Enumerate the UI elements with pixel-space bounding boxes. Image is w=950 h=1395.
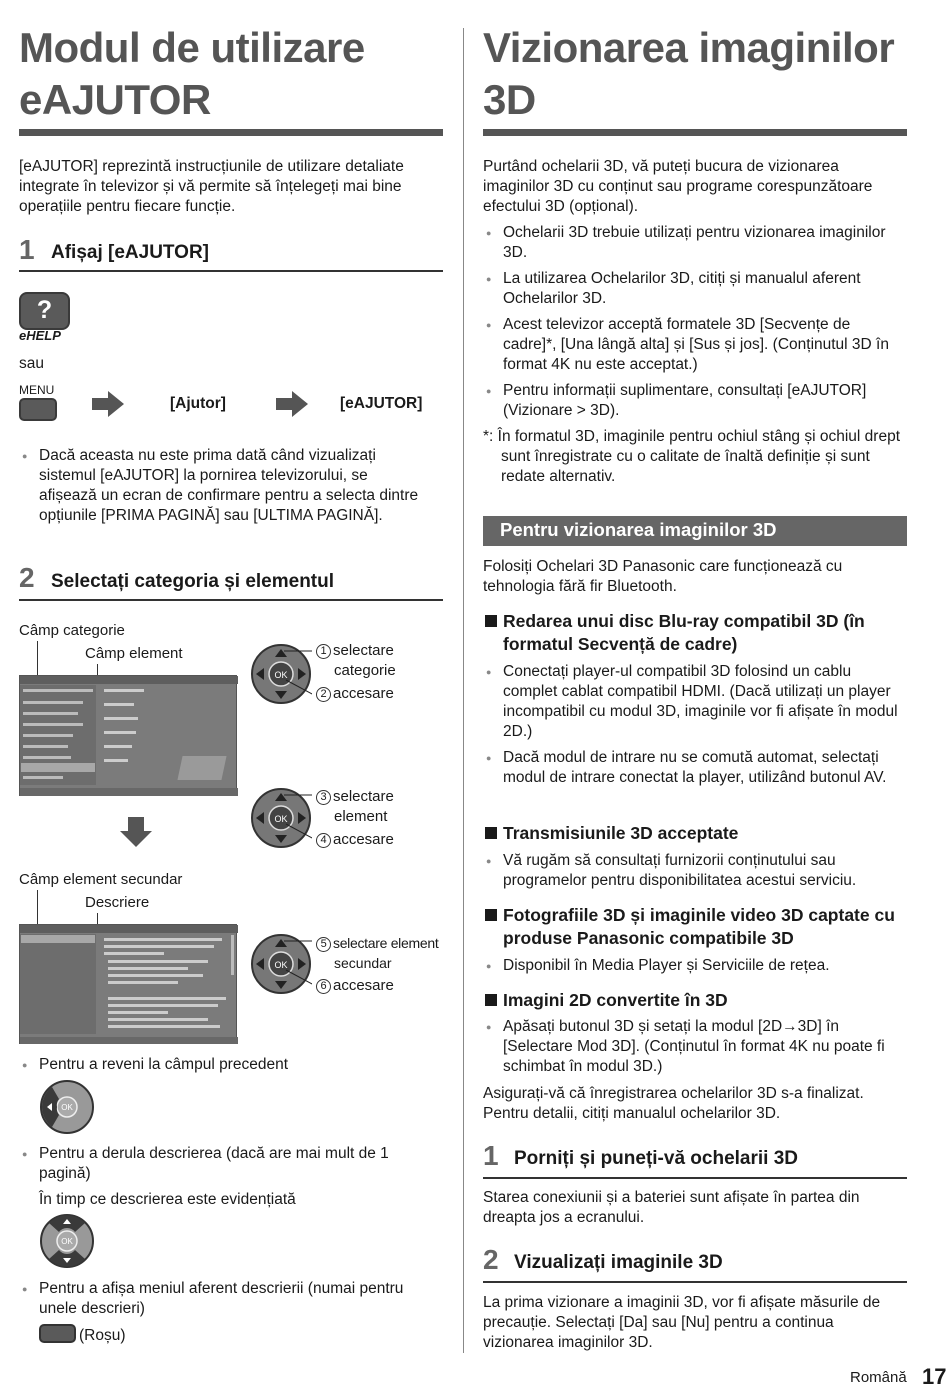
dpad3-caption-select: [316, 933, 438, 953]
footnote: *: În formatul 3D, imaginile pentru ochiul stâng și ochiul drept sunt înregistrate cu o calitate de înaltă definiție și sunt redate alternativ.: [483, 428, 900, 485]
right-step1-text: Starea conexiunii și a bateriei sunt afișate în partea din dreapta jos a ecranului.: [483, 1189, 860, 1226]
step1-rule: [19, 270, 443, 272]
broadcasts-bullet: ● Vă rugăm să consultați furnizorii conținutului sau programelor pentru disponibilitatea acestui serviciu.: [483, 851, 903, 891]
bluray-bullet: ● Conectați player-ul compatibil 3D folosind un cablu complet cablat compatibil HDMI. (Dacă utilizați un player incompatibil cu modul 3D, imaginile vor fi afișate în modul 2D.): [483, 662, 903, 742]
label-description: Descriere: [85, 894, 150, 911]
step2-rule: [19, 599, 443, 601]
right-bullet: ● Ochelarii 3D trebuie utilizați pentru vizionarea imaginilor 3D.: [483, 223, 893, 263]
right-bullet: ● Pentru informații suplimentare, consultați [eAJUTOR] (Vizionare > 3D).: [483, 381, 903, 421]
num-3: 3: [316, 790, 331, 805]
red-label: (Roșu): [79, 1327, 126, 1344]
svg-text:OK: OK: [274, 670, 288, 680]
banner-text: Folosiți Ochelari 3D Panasonic care funcționează cu tehnologia fără fir Bluetooth.: [483, 558, 843, 595]
right-bullet: ● La utilizarea Ochelarilor 3D, citiți și manualul aferent Ochelarilor 3D.: [483, 269, 903, 309]
arrow-right-icon: [92, 391, 124, 417]
subhead-photos: Fotografiile 3D și imaginile video 3D captate cu produse Panasonic compatibile 3D: [483, 904, 907, 950]
dpad1-caption-access: [316, 684, 394, 704]
column-separator: [463, 28, 464, 1353]
left-title-rule: [19, 129, 443, 136]
dpad1-line3: accesare: [333, 685, 394, 702]
section-banner: Pentru vizionarea imaginilor 3D: [483, 516, 907, 546]
svg-text:OK: OK: [274, 960, 288, 970]
dpad1-line2: categorie: [334, 662, 396, 679]
left-title-line2: eAJUTOR: [19, 76, 211, 123]
right-step1-title: Porniți și puneți-vă ochelarii 3D: [514, 1148, 799, 1169]
dpad-icon: [250, 643, 312, 705]
right-step1-number: 1: [483, 1140, 499, 1171]
menu-button-icon: [19, 398, 57, 421]
footer-language: Română: [850, 1369, 907, 1386]
num-5: 5: [316, 937, 331, 952]
step1-note: ● Dacă aceasta nu este prima dată când vizualizați sistemul [eAJUTOR] la pornirea televizorului, se afișează un ecran de confirmare pentru a selecta dintre opțiunile [PRIMA PAGINĂ] sau [ULTIMA PAGINĂ].: [19, 446, 419, 526]
photos-bullet: ● Disponibil în Media Player și Serviciile de rețea.: [483, 956, 903, 976]
label-item-field: Câmp element: [85, 645, 183, 662]
step2-title: Selectați categoria și elementul: [51, 571, 335, 592]
dpad2-line1: selectare: [333, 788, 394, 805]
left-intro: [eAJUTOR] reprezintă instrucțiunile de utilizare detaliate integrate în televizor și vă permite să înțelegeți mai bine operațiile pentru fiecare funcție.: [19, 158, 404, 215]
note-menu: ● Pentru a afișa meniul aferent descrierii (numai pentru unele descrieri): [19, 1279, 439, 1319]
svg-text:OK: OK: [274, 814, 288, 824]
right-intro: Purtând ochelarii 3D, vă puteți bucura de vizionarea imaginilor 3D cu conținut sau programe corespunzătoare efectului 3D (opțional).: [483, 158, 873, 215]
dpad2-caption-select: [316, 787, 394, 807]
subhead-bluray: Redarea unui disc Blu-ray compatibil 3D (în formatul Secvență de cadre): [483, 610, 907, 656]
page-number: 17: [922, 1364, 947, 1389]
arrow-right-icon: [276, 391, 308, 417]
right-step2-rule: [483, 1281, 907, 1283]
red-button-icon: [39, 1324, 76, 1343]
subhead-2d-to-3d: Imagini 2D convertite în 3D: [483, 989, 907, 1012]
step1-title: Afișaj [eAJUTOR]: [51, 242, 210, 263]
ehelp-button-icon: ?: [19, 292, 70, 330]
right-step2-number: 2: [483, 1244, 499, 1275]
right-step2-text: La prima vizionare a imaginii 3D, vor fi afișate măsurile de precauție. Selectați [Da] sau [Nu] pentru a continua vizionarea imaginilor 3D.: [483, 1294, 881, 1351]
num-1: 1: [316, 644, 331, 659]
note-back: ● Pentru a reveni la câmpul precedent: [19, 1055, 439, 1075]
subhead-broadcasts: Transmisiunile 3D acceptate: [483, 822, 907, 845]
dpad2-line3: accesare: [333, 831, 394, 848]
label-subitem-field: Câmp element secundar: [19, 871, 183, 888]
dpad3-line2: secundar: [334, 955, 392, 971]
dpad-icon: [250, 933, 312, 995]
label-category-field: Câmp categorie: [19, 622, 125, 639]
left-title-line1: Modul de utilizare: [19, 24, 365, 71]
ehelp-caption: eHELP: [19, 328, 61, 343]
dpad3-line3: accesare: [333, 977, 394, 994]
note-scroll: ● Pentru a derula descrierea (dacă are mai mult de 1 pagină): [19, 1144, 429, 1184]
right-step1-rule: [483, 1177, 907, 1179]
arrow-down-icon: [120, 817, 152, 847]
ehelp-screen-menu: [19, 675, 237, 796]
dpad3-caption-access: [316, 976, 394, 996]
step2-number: 2: [19, 562, 35, 593]
dpad-updown-highlight-icon: [39, 1214, 95, 1268]
ehelp-screen-description: [19, 924, 237, 1044]
num-4: 4: [316, 833, 331, 848]
ajutor-label: [Ajutor]: [170, 395, 226, 412]
eajutor-label: [eAJUTOR]: [340, 395, 423, 412]
num-6: 6: [316, 979, 331, 994]
dpad-left-highlight-icon: [39, 1080, 95, 1134]
right-title-rule: [483, 129, 907, 136]
menu-caption: MENU: [19, 383, 55, 397]
dpad1-caption-select: [316, 641, 394, 661]
note-scroll-sub: În timp ce descrierea este evidențiată: [39, 1191, 296, 1208]
step1-number: 1: [19, 234, 35, 265]
right-bullet: ● Acest televizor acceptă formatele 3D [Secvențe de cadre]*, [Una lângă alta] și [Sus și jos]. (Conținutul 3D în format 4K nu este acceptat.): [483, 315, 907, 375]
right-title-line1: Vizionarea imaginilor: [483, 24, 895, 71]
dpad2-line2: element: [334, 808, 388, 825]
dpad1-line1: selectare: [333, 642, 394, 659]
right-step2-title: Vizualizați imaginile 3D: [514, 1252, 723, 1273]
num-2: 2: [316, 687, 331, 702]
conversion-bullet: ● Apăsați butonul 3D și setați la modul [2D→3D] în [Selectare Mod 3D]. (Conținutul în format 4K nu poate fi schimbat în modul 3D.): [483, 1017, 907, 1077]
or-text: sau: [19, 355, 44, 372]
dpad2-caption-access: [316, 830, 394, 850]
dpad3-line1: selectare element: [333, 935, 439, 951]
after-text: Asigurați-vă că înregistrarea ochelarilor 3D s-a finalizat. Pentru detalii, citiți manualul ochelarilor 3D.: [483, 1085, 864, 1122]
right-title-line2: 3D: [483, 76, 536, 123]
bluray-bullet: ● Dacă modul de intrare nu se comută automat, selectați modul de intrare conectat la player, utilizând butonul AV.: [483, 748, 903, 788]
svg-text:OK: OK: [61, 1103, 73, 1112]
dpad-icon: [250, 787, 312, 849]
svg-text:OK: OK: [61, 1237, 73, 1246]
